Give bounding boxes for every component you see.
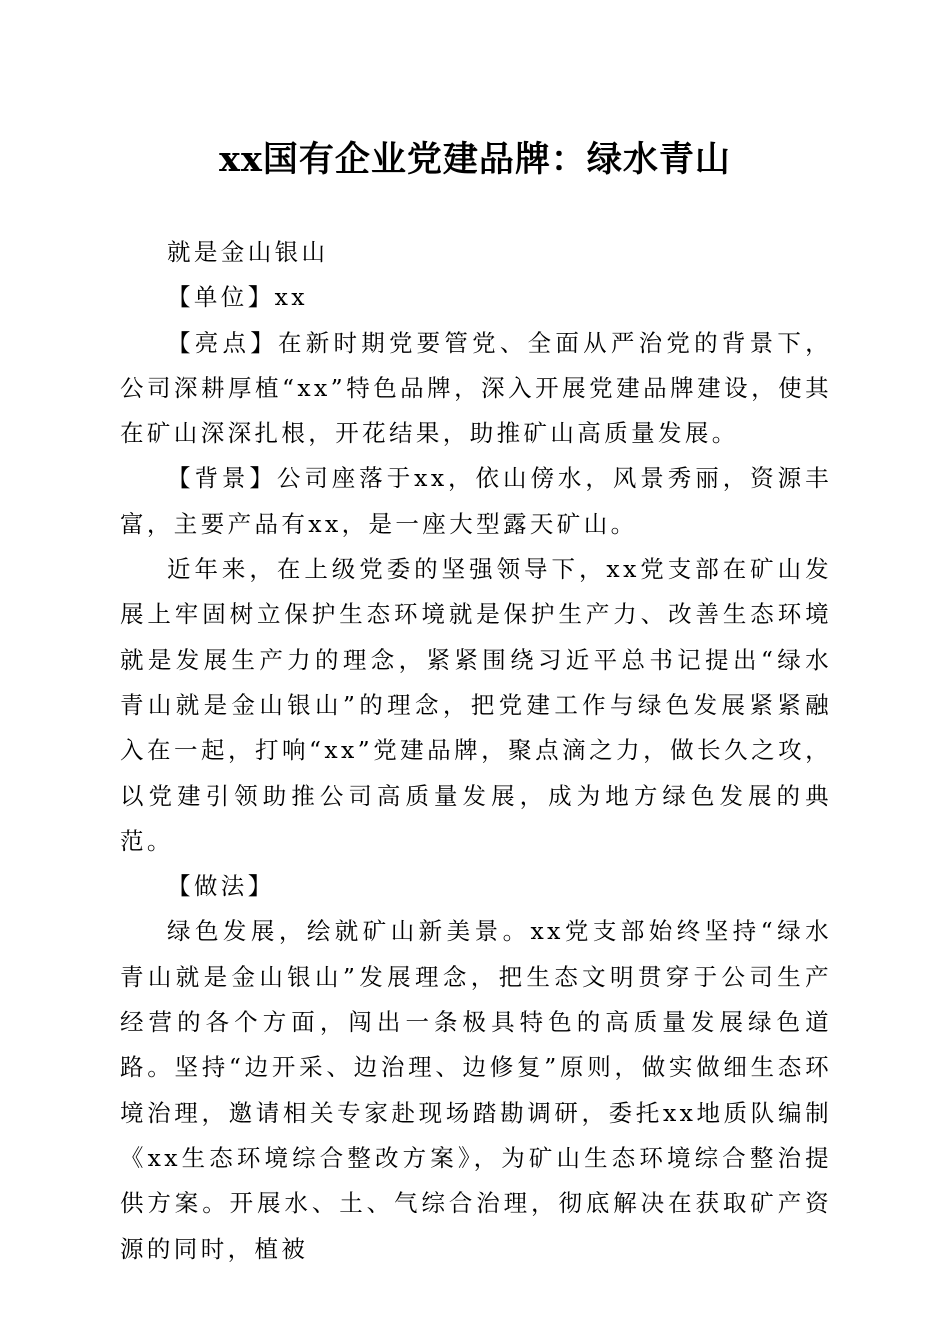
paragraph-background: 【背景】公司座落于xx，依山傍水，风景秀丽，资源丰富，主要产品有xx，是一座大型露天矿山。 (120, 464, 832, 538)
paragraph-recent-years: 近年来，在上级党委的坚强领导下，xx党支部在矿山发展上牢固树立保护生态环境就是保护生产力、改善生态环境就是发展生产力的理念，紧紧围绕习近平总书记提出“绿水青山就是金山银山”的理念，把党建工作与绿色发展紧紧融入在一起，打响“xx”党建品牌，聚点滴之力，做长久之攻，以党建引领助推公司高质量发展，成为地方绿色发展的典范。 (120, 555, 832, 855)
document-title: xx国有企业党建品牌：绿水青山 (219, 139, 731, 180)
paragraph-method-heading: 【做法】 (167, 872, 275, 901)
paragraph-unit: 【单位】xx (167, 283, 308, 312)
document-body (120, 230, 832, 1272)
paragraph-subtitle: 就是金山银山 (167, 238, 329, 266)
paragraph-highlight: 【亮点】在新时期党要管党、全面从严治党的背景下，公司深耕厚植“xx”特色品牌，深入开展党建品牌建设，使其在矿山深深扎根，开花结果，助推矿山高质量发展。 (120, 328, 832, 448)
paragraph-green-development: 绿色发展，绘就矿山新美景。xx党支部始终坚持“绿水青山就是金山银山”发展理念，把生态文明贯穿于公司生产经营的各个方面，闯出一条极具特色的高质量发展绿色道路。坚持“边开采、边治理、边修复”原则，做实做细生态环境治理，邀请相关专家赴现场踏勘调研，委托xx地质队编制《xx生态环境综合整改方案》，为矿山生态环境综合整治提供方案。开展水、土、气综合治理，彻底解决在获取矿产资源的同时，植被 (120, 917, 832, 1263)
